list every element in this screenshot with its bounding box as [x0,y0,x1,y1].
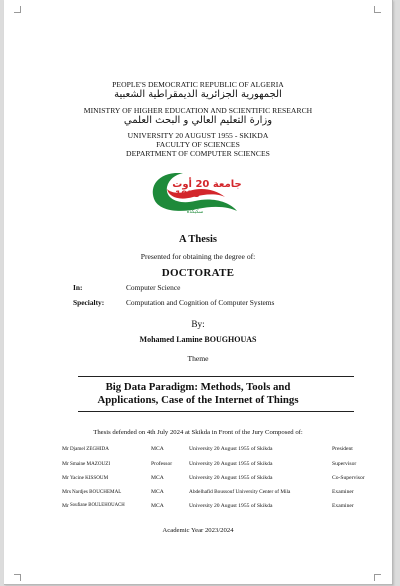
faculty-name: FACULTY OF SCIENCES [156,140,240,149]
jury-institution: University 20 August 1955 of Skikda [189,461,273,467]
jury-title: Mr [62,503,69,509]
jury-title: Mr [62,475,69,481]
university-name: UNIVERSITY 20 AUGUST 1955 - SKIKDA [127,131,269,140]
jury-rank: MCA [151,446,164,452]
ministry-ar: وزارة التعليم العالي و البحث العلمي [123,115,273,126]
republic-ar: الجمهورية الجزائرية الديمقراطية الشعبية [114,89,282,100]
republic-en: PEOPLE'S DEMOCRATIC REPUBLIC OF ALGERIA [112,80,284,89]
jury-role: Examiner [332,503,354,509]
university-logo [145,167,249,217]
jury-title: Mr [62,446,69,452]
degree-intro: Presented for obtaining the degree of: [140,252,256,261]
jury-institution: Abdelhafid Boussouf University Center of Mila [189,489,291,495]
field-value: Computer Science [126,283,181,292]
crop-mark-bottom-left [14,574,21,581]
jury-rank: MCA [151,475,164,481]
by-label: By: [191,319,205,329]
field-label: In: [73,283,83,292]
jury-name: Yacine KISSOUM [70,475,109,481]
logo-city: سكيكدة [186,209,204,215]
jury-institution: University 20 August 1955 of Skikda [189,446,273,452]
thesis-title-page [4,0,393,585]
title-bottom-rule [78,411,354,412]
department-name: DEPARTMENT OF COMPUTER SCIENCES [126,149,270,158]
academic-year: Academic Year 2023/2024 [162,527,234,534]
jury-rank: Professor [151,461,173,467]
jury-name: Djamel ZEGHIDA [70,446,109,452]
jury-title: Mr [62,461,69,467]
specialty-label: Specialty: [73,298,105,307]
crop-mark-top-left [14,6,21,13]
jury-institution: University 20 August 1955 of Skikda [189,475,273,481]
jury-role: Examiner [332,489,354,495]
jury-role: President [332,446,353,452]
degree-name: DOCTORATE [161,267,235,279]
author-name: Mohamed Lamine BOUGHOUAS [139,335,257,344]
jury-institution: University 20 August 1955 of Skikda [189,503,273,509]
thesis-title-line1: Big Data Paradigm: Methods, Tools and [105,381,291,393]
jury-rank: MCA [151,489,164,495]
jury-intro: Thesis defended on 4th July 2024 at Skikda in Front of the Jury Composed of: [93,429,303,436]
jury-title: Mrs [62,489,72,495]
theme-label: Theme [187,354,209,363]
thesis-kind: A Thesis [178,234,218,245]
crop-mark-top-right [374,6,381,13]
title-top-rule [78,376,354,377]
specialty-value: Computation and Cognition of Computer Systems [126,298,275,307]
jury-rank: MCA [151,503,164,509]
jury-name: Soufiane BOULEHOUACH [70,503,125,508]
logo-arabic-text: جامعة 20 أوت [172,179,242,190]
crop-mark-bottom-right [374,574,381,581]
jury-role: Supervisor [332,461,357,467]
jury-name: Smaine MAZOUZI [70,461,111,467]
logo-year: 1955 [175,190,201,200]
jury-name: Nardjes BOUCHEMAL [72,489,122,495]
thesis-title-line2: Applications, Case of the Internet of Things [97,394,299,406]
jury-role: Co-Supervisor [332,475,365,481]
ministry-en: MINISTRY OF HIGHER EDUCATION AND SCIENTIFIC RESEARCH [83,106,313,115]
